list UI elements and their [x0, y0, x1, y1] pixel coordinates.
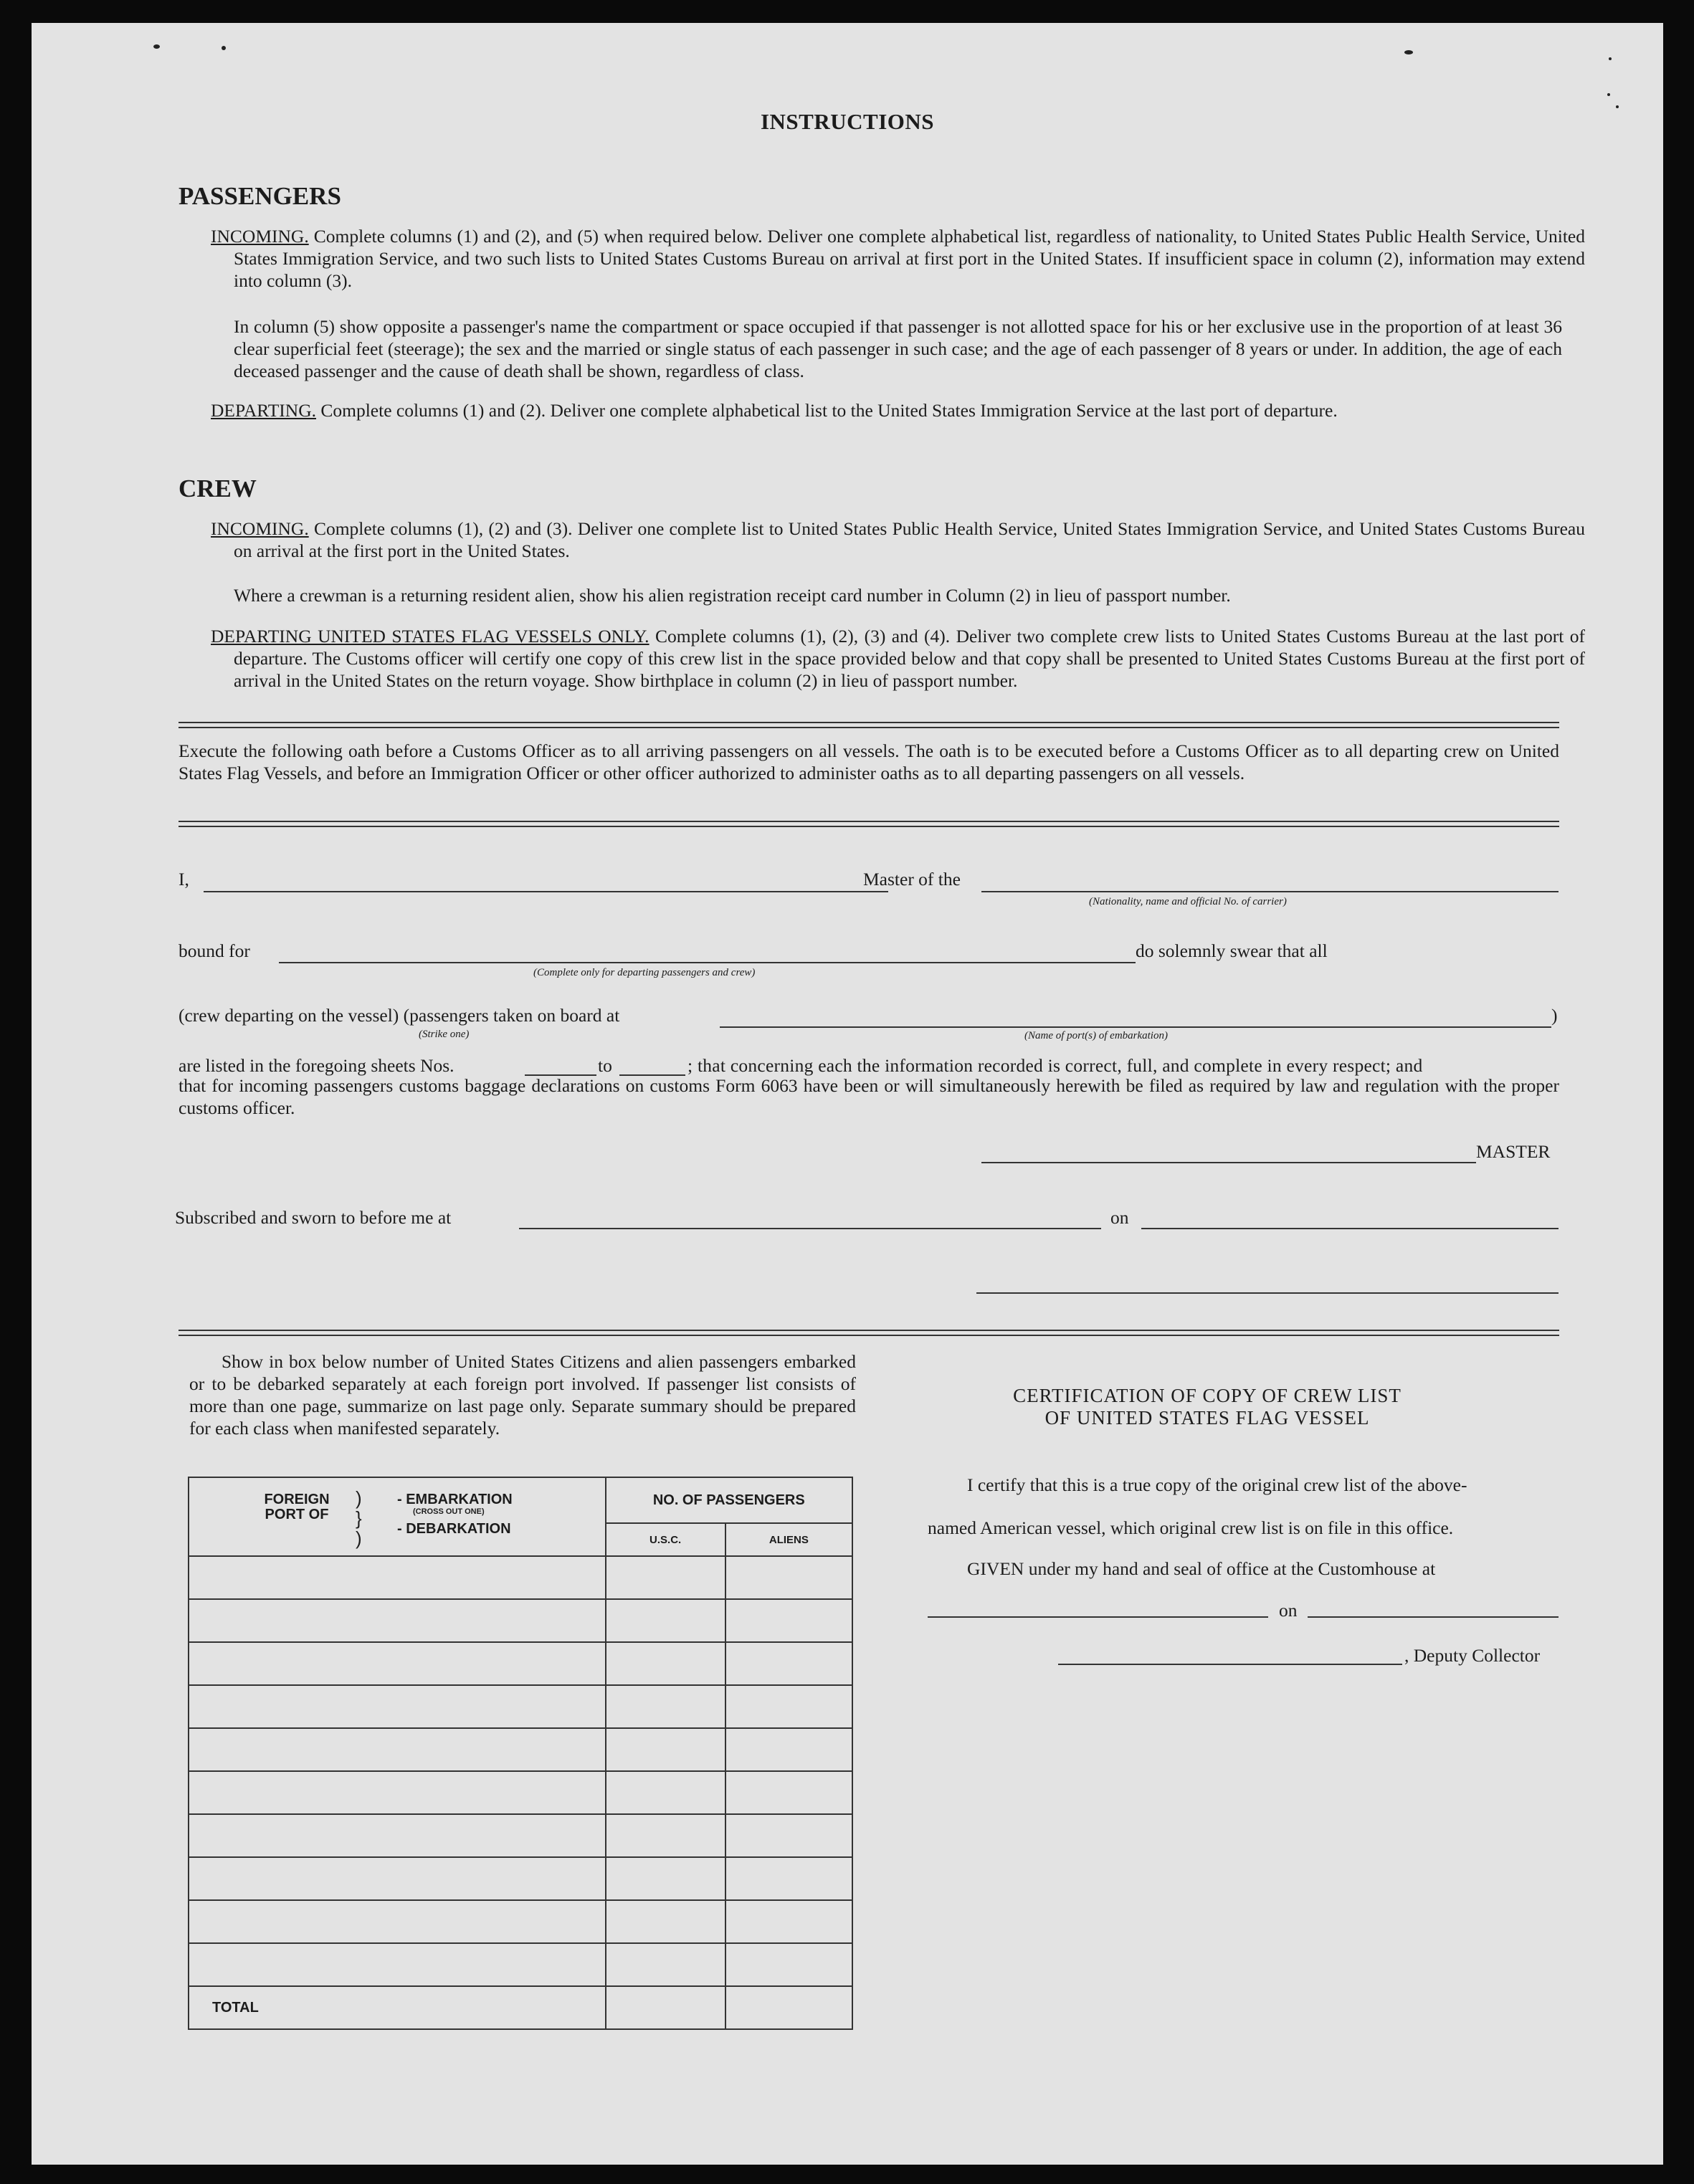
strike-hint: (Strike one) [419, 1029, 470, 1040]
embarkation-option: - EMBARKATION [397, 1492, 513, 1507]
aliens-cell[interactable] [725, 1857, 852, 1900]
usc-cell[interactable] [606, 1728, 725, 1771]
brace-symbol: ) } ) [356, 1487, 362, 1549]
passengers-incoming-lead: INCOMING. [211, 226, 309, 247]
passengers-incoming-text: Complete columns (1) and (2), and (5) when required below. Deliver one complete alphabetical list, regardless of nationality, to United States Public Health Service, United States Immigration Service, and two such lists to United States Customs Bureau on arrival at first port in the United States. If insufficient space in column (2), information may extend into column (3). [234, 226, 1585, 291]
officer-signature-field[interactable] [976, 1292, 1559, 1294]
port-cell[interactable] [189, 1814, 606, 1857]
to-label: to [598, 1055, 612, 1076]
summary-instruction: Show in box below number of United States Citizens and alien passengers embarked or to be debarked separately at each foreign port involved. If passenger list consists of more than one page, summarize on last page only. Separate summary should be prepared for each class when manifested separately. [189, 1351, 856, 1439]
usc-cell[interactable] [606, 1771, 725, 1814]
port-cell[interactable] [189, 1599, 606, 1642]
sworn-location-field[interactable] [519, 1228, 1101, 1229]
passengers-departing-text: Complete columns (1) and (2). Deliver one complete alphabetical list to the United States Immigration Service at the last port of departure. [320, 400, 1338, 421]
ports-hint: (Name of port(s) of embarkation) [1024, 1030, 1168, 1041]
crew-incoming-paragraph [211, 518, 1585, 562]
table-row [189, 1599, 852, 1642]
bound-for-label: bound for [179, 940, 250, 961]
carrier-hint: (Nationality, name and official No. of carrier) [1089, 896, 1287, 907]
port-cell[interactable] [189, 1556, 606, 1599]
customhouse-field[interactable] [928, 1616, 1268, 1618]
crew-departing-text: Complete columns (1), (2), (3) and (4). Deliver two complete crew lists to United States Customs Bureau at the last port of departure. The Customs officer will certify one copy of this crew list in the space provided below and that copy shall be presented to United States Customs Bureau at the first port of arrival in the United States on the return voyage. Show birthplace in column (2) in lieu of passport number. [234, 626, 1585, 691]
master-signature-field[interactable] [981, 1162, 1476, 1163]
sworn-date-field[interactable] [1141, 1228, 1559, 1229]
passengers-departing-paragraph [211, 399, 1585, 421]
swear-label: do solemnly swear that all [1136, 940, 1328, 961]
master-of-label: Master of the [863, 869, 961, 890]
oath-intro: Execute the following oath before a Customs Officer as to all arriving passengers on all vessels. The oath is to be executed before a Customs Officer as to all departing crew on United States Flag Vessels, and before an Immigration Officer or other officer authorized to administer oaths as to all departing passengers on all vessels. [179, 740, 1559, 783]
carrier-field[interactable] [981, 891, 1559, 892]
total-usc-cell[interactable] [606, 1986, 725, 2029]
passengers-incoming-paragraph [211, 225, 1585, 292]
table-row [189, 1642, 852, 1685]
listed-text-3: that for incoming passengers customs baggage declarations on customs Form 6063 have been or will simultaneously herewith be filed as required by law and regulation with the proper customs officer. [179, 1075, 1559, 1118]
aliens-cell[interactable] [725, 1599, 852, 1642]
cross-out-hint: (CROSS OUT ONE) [413, 1507, 485, 1516]
table-row [189, 1685, 852, 1728]
foreign-port-header: FOREIGN PORT OF [264, 1492, 330, 1522]
destination-field[interactable] [279, 962, 1136, 963]
passengers-departing-lead: DEPARTING. [211, 400, 316, 421]
aliens-cell[interactable] [725, 1642, 852, 1685]
passengers-column5-paragraph: In column (5) show opposite a passenger's name the compartment or space occupied if that passenger is not allotted space for his or her exclusive use in the proportion of at least 36 clear superficial feet (steerage); the sex and the married or single status of each passenger in such case; and the age of each passenger of 8 years or under. In addition, the age of each deceased passenger and the cause of death shall be shown, regardless of class. [234, 316, 1562, 381]
usc-cell[interactable] [606, 1599, 725, 1642]
aliens-cell[interactable] [725, 1771, 852, 1814]
usc-cell[interactable] [606, 1857, 725, 1900]
certification-date-field[interactable] [1308, 1616, 1559, 1618]
table-row [189, 1771, 852, 1814]
passenger-summary-table [188, 1477, 853, 2030]
certification-title-line1: CERTIFICATION OF COPY OF CREW LIST [1013, 1385, 1402, 1406]
passengers-heading: PASSENGERS [179, 182, 341, 210]
page-title: INSTRUCTIONS [760, 109, 934, 134]
total-aliens-cell[interactable] [725, 1986, 852, 2029]
table-row [189, 1900, 852, 1943]
total-label: TOTAL [189, 1986, 606, 2029]
table-row [189, 1857, 852, 1900]
table-row [189, 1728, 852, 1771]
port-cell[interactable] [189, 1943, 606, 1986]
aliens-header: ALIENS [725, 1523, 852, 1556]
aliens-cell[interactable] [725, 1900, 852, 1943]
usc-cell[interactable] [606, 1814, 725, 1857]
master-label: MASTER [1476, 1141, 1551, 1162]
crew-heading: CREW [179, 475, 257, 502]
port-cell[interactable] [189, 1685, 606, 1728]
deputy-signature-field[interactable] [1058, 1664, 1402, 1665]
certification-title-line2: OF UNITED STATES FLAG VESSEL [1045, 1407, 1370, 1429]
aliens-cell[interactable] [725, 1814, 852, 1857]
close-paren: ) [1551, 1005, 1558, 1026]
crew-incoming-text: Complete columns (1), (2) and (3). Deliver one complete list to United States Public Health Service, United States Immigration Service, and United States Customs Bureau on arrival at the first port in the United States. [234, 518, 1585, 561]
table-row [189, 1556, 852, 1599]
usc-header: U.S.C. [606, 1523, 725, 1556]
subscribed-label: Subscribed and sworn to before me at [175, 1207, 452, 1228]
port-cell[interactable] [189, 1857, 606, 1900]
crew-departing-paragraph [211, 625, 1585, 692]
form-page [32, 23, 1663, 2165]
divider [179, 1330, 1559, 1336]
oath-i-label: I, [179, 869, 189, 890]
listed-text-1: are listed in the foregoing sheets Nos. [179, 1055, 455, 1076]
scan-speck [153, 44, 160, 49]
scan-speck [1616, 105, 1619, 108]
port-cell[interactable] [189, 1771, 606, 1814]
port-cell[interactable] [189, 1642, 606, 1685]
usc-cell[interactable] [606, 1556, 725, 1599]
table-row [189, 1943, 852, 1986]
master-name-field[interactable] [204, 891, 888, 892]
deputy-collector-label: , Deputy Collector [1404, 1645, 1541, 1666]
embarkation-ports-field[interactable] [720, 1026, 1551, 1028]
usc-cell[interactable] [606, 1685, 725, 1728]
crew-crewman-paragraph: Where a crewman is a returning resident alien, show his alien registration receipt card number in Column (2) in lieu of passport number. [234, 585, 1231, 606]
aliens-cell[interactable] [725, 1685, 852, 1728]
usc-cell[interactable] [606, 1900, 725, 1943]
port-cell[interactable] [189, 1728, 606, 1771]
certification-line3: GIVEN under my hand and seal of office at the Customhouse at [967, 1558, 1436, 1579]
aliens-cell[interactable] [725, 1728, 852, 1771]
scan-speck [1404, 50, 1413, 54]
aliens-cell[interactable] [725, 1943, 852, 1986]
divider [179, 821, 1559, 827]
crew-departing-label: (crew departing on the vessel) (passengers taken on board at [179, 1005, 620, 1026]
usc-cell[interactable] [606, 1943, 725, 1986]
port-header-cell [189, 1477, 606, 1556]
scan-speck [1609, 57, 1612, 60]
no-passengers-header: NO. OF PASSENGERS [606, 1477, 852, 1523]
sworn-on-label: on [1110, 1207, 1129, 1228]
table-row [189, 1814, 852, 1857]
usc-cell[interactable] [606, 1642, 725, 1685]
crew-departing-lead: DEPARTING UNITED STATES FLAG VESSELS ONLY. [211, 626, 649, 647]
listed-text-2: ; that concerning each the information recorded is correct, full, and complete in every respect; and [687, 1055, 1423, 1076]
crew-incoming-lead: INCOMING. [211, 518, 309, 539]
certification-on-label: on [1279, 1600, 1298, 1621]
scan-speck [222, 46, 226, 50]
certification-line1: I certify that this is a true copy of the original crew list of the above- [967, 1474, 1467, 1495]
aliens-cell[interactable] [725, 1556, 852, 1599]
bound-hint: (Complete only for departing passengers and crew) [533, 967, 756, 978]
debarkation-option: - DEBARKATION [397, 1521, 511, 1537]
port-cell[interactable] [189, 1900, 606, 1943]
certification-line2: named American vessel, which original crew list is on file in this office. [928, 1517, 1454, 1538]
scan-speck [1607, 93, 1610, 96]
divider [179, 722, 1559, 728]
